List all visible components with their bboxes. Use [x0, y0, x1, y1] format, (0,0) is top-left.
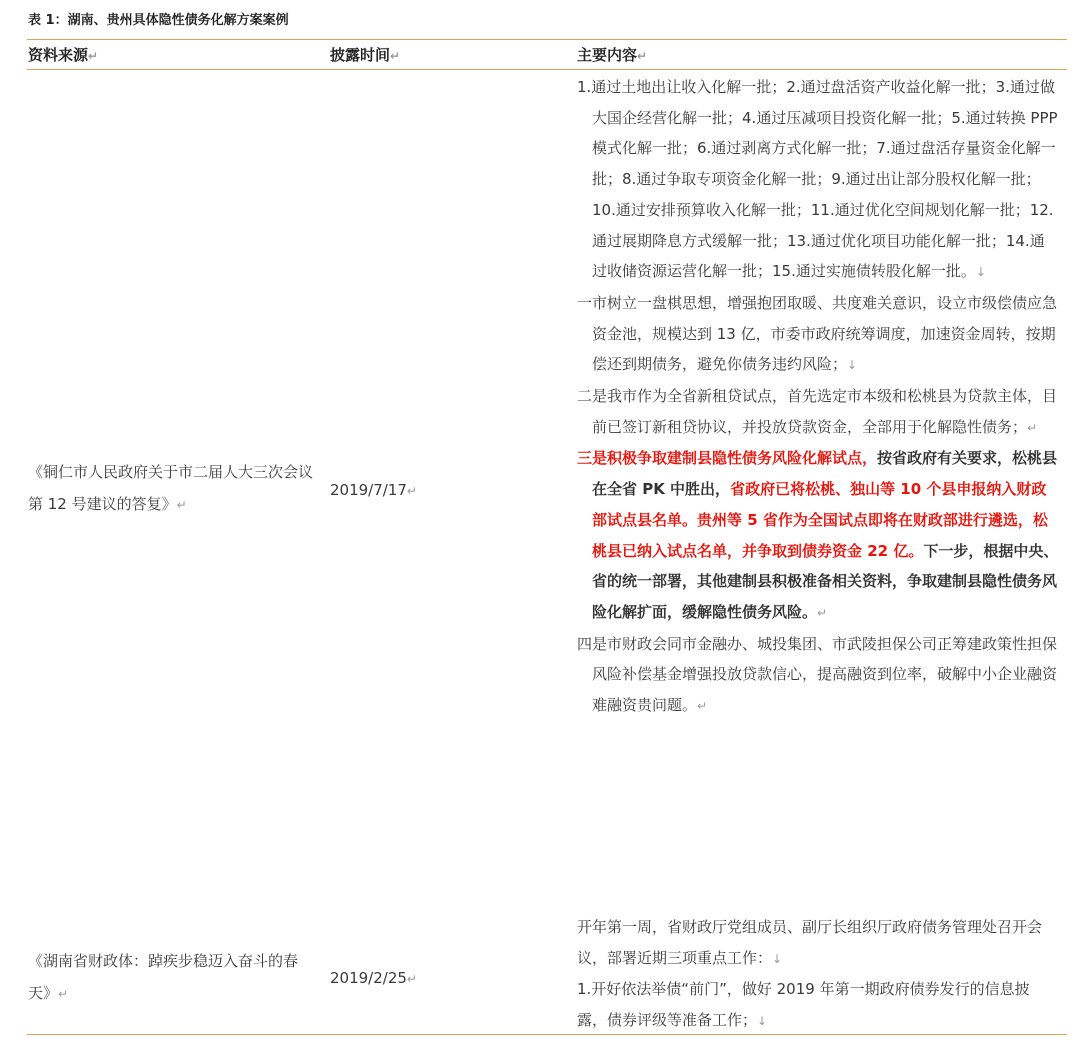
content-cell — [577, 72, 1059, 722]
content-paragraph: 四是市财政会同市金融办、城投集团、市武陵担保公司正筹建政策性担保风险补偿基金增强投放贷款信心，提高融资到位率，破解中小企业融资难融资贵问题。↵ — [577, 634, 1058, 715]
content-cell — [577, 912, 1059, 1037]
content-paragraph-highlight: 三是积极争取建制县隐性债务风险化解试点，按省政府有关要求，松桃县在全省 PK 中胜出，省政府已将松桃、独山等 10 个县申报纳入财政部试点县名单。贵州等 5 省作为全国试点即将在财政部进行遴选，松桃县已纳入试点名单，并争取到债券资金 22 亿。下一步，根据中央、省的统一部署，其他建制县积极准备相关资料，争取建制县隐性债务风险化解扩面，缓解隐性债务风险。↵ — [577, 449, 1059, 621]
content-paragraph: 1.通过土地出让收入化解一批；2.通过盘活资产收益化解一批；3.通过做大国企经营化解一批；4.通过压减项目投资化解一批；5.通过转换 PPP 模式化解一批；6.通过剥离方式化解一批；7.通过盘活存量资金化解一批；8.通过争取专项资金化解一批；9.通过出让部分股权化解一批；10.通过安排预算收入化解一批；11.通过优化空间规划化解一批；12.通过展期降息方式缓解一批；13.通过优化项目功能化解一批；14.通过收储资源运营化解一批；15.通过实施债转股化解一批。↓ — [577, 78, 1058, 281]
date-cell: 2019/7/17↵ — [330, 481, 417, 499]
date-cell: 2019/2/25↵ — [330, 969, 417, 987]
content-paragraph: 开年第一周，省财政厅党组成员、副厅长组织厅政府债务管理处召开会议，部署近期三项重点工作：↓ — [577, 918, 1043, 967]
header-top-rule — [27, 39, 1067, 40]
header-content: 主要内容↵ — [577, 46, 648, 64]
content-paragraph: 1.开好依法举债“前门”，做好 2019 年第一期政府债券发行的信息披露，债券评级等准备工作；↓ — [577, 980, 1030, 1030]
table-bottom-rule — [27, 1034, 1067, 1035]
source-cell: 《铜仁市人民政府关于市二届人大三次会议第 12 号建议的答复》↵ — [28, 463, 314, 513]
source-cell: 《湖南省财政体：踔疾步稳迈入奋斗的春天》↵ — [28, 952, 299, 1002]
content-paragraph: 一市树立一盘棋思想，增强抱团取暖、共度难关意识，设立市级偿债应急资金池，规模达到 13 亿，市委市政府统筹调度，加速资金周转，按期偿还到期债务，避免你债务违约风险；↓ — [577, 293, 1058, 374]
content-paragraph: 二是我市作为全省新租贷试点，首先选定市本级和松桃县为贷款主体，目前已签订新租贷协议，并投放贷款资金，全部用于化解隐性债务；↵ — [577, 387, 1058, 436]
header-date: 披露时间↵ — [330, 46, 401, 64]
table-caption: 表 1：湖南、贵州具体隐性债务化解方案案例 — [28, 13, 289, 28]
header-bottom-rule — [27, 69, 1067, 70]
header-source: 资料来源↵ — [28, 46, 99, 64]
